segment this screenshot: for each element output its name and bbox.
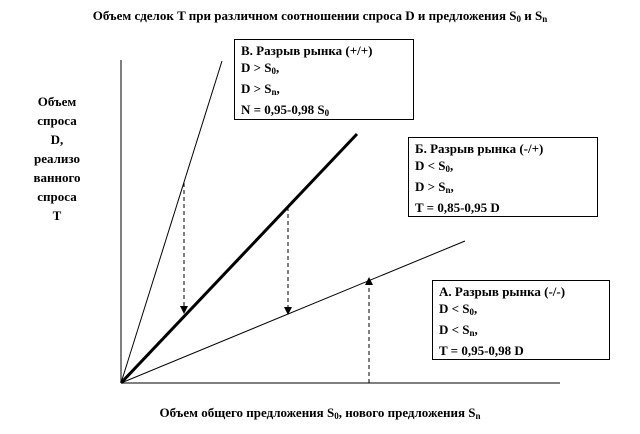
box-market-gap-minus-minus [432, 280, 610, 360]
box-v-line1: $D > S_0$, [241, 60, 280, 76]
box-a-heading: А. Разрыв рынка (-/-) [439, 284, 566, 299]
box-b-line1: $D < S_0$, [415, 158, 454, 174]
box-b-line2: $D > S_n$, [415, 179, 454, 195]
diagram-title: Объем сделок T при различном соотношении спроса D и предложения $S_0$ и $S_n$ [92, 8, 548, 24]
supply-line-main [121, 134, 357, 383]
box-market-gap-plus-plus [234, 39, 414, 120]
box-v-line2: $D > S_n$, [241, 81, 280, 97]
box-market-gap-minus-plus [408, 137, 598, 217]
box-v-line3: N = 0,95-0,98 $S_0$ [241, 102, 330, 118]
box-a-line3: T = 0,95-0,98 D [439, 343, 524, 358]
demand-line-steep [121, 61, 222, 383]
y-axis-label: Объем спроса D, реализо ванного спроса T [33, 94, 81, 223]
demand-line-shallow [121, 241, 465, 383]
box-a-line1: $D < S_0$, [439, 301, 478, 317]
x-axis-label: Объем общего предложения $S_0$, нового предложения $S_n$ [159, 405, 481, 421]
box-b-heading: Б. Разрыв рынка (-/+) [415, 141, 544, 156]
box-a-line2: $D < S_n$, [439, 322, 478, 338]
box-v-heading: В. Разрыв рынка (+/+) [241, 43, 373, 58]
box-b-line3: T = 0,85-0,95 D [415, 200, 500, 215]
